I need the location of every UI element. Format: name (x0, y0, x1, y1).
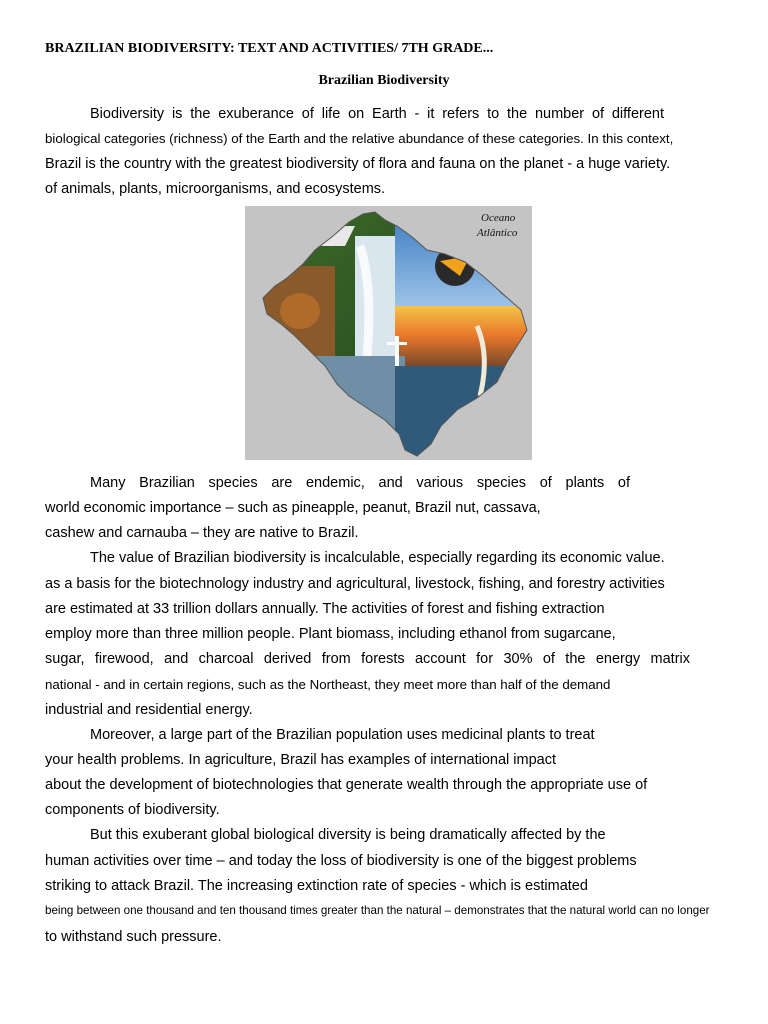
paragraph-3-line-3: are estimated at 33 trillion dollars annually. The activities of forest and fishing extraction (45, 601, 605, 617)
paragraph-2-line-1: Many Brazilian species are endemic, and various species of plants of (90, 475, 630, 491)
paragraph-4-line-3: about the development of biotechnologies that generate wealth through the appropriate use of (45, 777, 648, 793)
ocean-label-line-2: Atlântico (477, 227, 518, 239)
paragraph-2-line-2: world economic importance – such as pineapple, peanut, Brazil nut, cassava, (45, 500, 541, 516)
ocean-label-line-1: Oceano (481, 212, 516, 224)
paragraph-3-line-2: as a basis for the biotechnology industry and agricultural, livestock, fishing, and forestry activities (45, 576, 665, 592)
document-title: BRAZILIAN BIODIVERSITY: TEXT AND ACTIVITIES/ 7TH GRADE... (45, 41, 494, 56)
brazil-map-illustration (245, 206, 532, 460)
paragraph-4-line-1: Moreover, a large part of the Brazilian population uses medicinal plants to treat (90, 727, 595, 743)
paragraph-3-line-4: employ more than three million people. Plant biomass, including ethanol from sugarcane, (45, 626, 616, 642)
paragraph-4-line-2: your health problems. In agriculture, Brazil has examples of international impact (45, 752, 556, 768)
document-subtitle: Brazilian Biodiversity (318, 73, 450, 88)
paragraph-2-line-3: cashew and carnauba – they are native to Brazil. (45, 525, 359, 541)
paragraph-4-line-4: components of biodiversity. (45, 802, 220, 818)
paragraph-1-line-3: Brazil is the country with the greatest biodiversity of flora and fauna on the planet - a huge variety. (45, 156, 671, 172)
paragraph-5-line-3: striking to attack Brazil. The increasing extinction rate of species - which is estimated (45, 878, 588, 894)
paragraph-5-line-4: being between one thousand and ten thousand times greater than the natural – demonstrates that the natural world can no longer (45, 904, 710, 917)
paragraph-1-line-1: Biodiversity is the exuberance of life on Earth - it refers to the number of different (90, 106, 664, 122)
paragraph-3-line-5: sugar, firewood, and charcoal derived from forests account for 30% of the energy matrix (45, 651, 690, 667)
paragraph-5-line-1: But this exuberant global biological diversity is being dramatically affected by the (90, 827, 606, 843)
paragraph-1-line-2: biological categories (richness) of the Earth and the relative abundance of these categories. In this context, (45, 131, 674, 146)
paragraph-5-line-2: human activities over time – and today the loss of biodiversity is one of the biggest problems (45, 853, 637, 869)
paragraph-3-line-6: national - and in certain regions, such as the Northeast, they meet more than half of the demand (45, 677, 611, 692)
brazil-biodiversity-map-image (245, 206, 532, 460)
paragraph-3-line-7: industrial and residential energy. (45, 702, 253, 718)
paragraph-3-line-1: The value of Brazilian biodiversity is incalculable, especially regarding its economic value. (90, 550, 665, 566)
paragraph-5-line-5: to withstand such pressure. (45, 929, 222, 945)
paragraph-1-line-4: of animals, plants, microorganisms, and ecosystems. (45, 181, 386, 197)
